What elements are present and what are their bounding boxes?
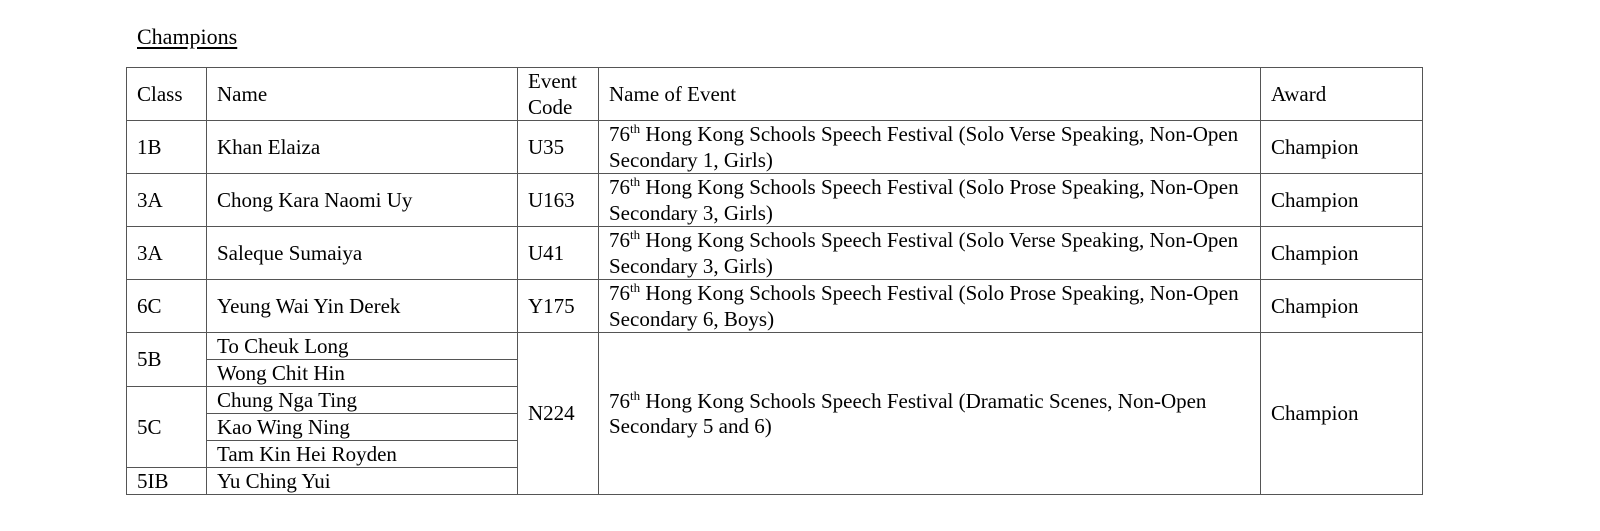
member-name-cell: Tam Kin Hei Royden — [207, 441, 518, 468]
class-cell: 5IB — [127, 468, 207, 495]
table-row — [127, 121, 1423, 174]
award-cell: Champion — [1261, 227, 1423, 280]
event-number: 76 — [609, 175, 630, 199]
event-ordinal-suffix: th — [630, 227, 641, 242]
member-name-cell: To Cheuk Long — [207, 333, 518, 360]
award-cell: Champion — [1261, 333, 1423, 495]
event-name-cell — [599, 280, 1261, 333]
event-name-cell — [599, 174, 1261, 227]
award-cell: Champion — [1261, 174, 1423, 227]
event-code-cell: N224 — [518, 333, 599, 495]
event-ordinal-suffix: th — [630, 280, 641, 295]
event-name-cell — [599, 121, 1261, 174]
name-cell: Khan Elaiza — [207, 121, 518, 174]
name-cell: Saleque Sumaiya — [207, 227, 518, 280]
event-number: 76 — [609, 228, 630, 252]
event-code-cell: U163 — [518, 174, 599, 227]
award-cell: Champion — [1261, 280, 1423, 333]
member-name-cell: Wong Chit Hin — [207, 360, 518, 387]
event-description: Hong Kong Schools Speech Festival (Solo Prose Speaking, Non-Open Secondary 6, Boys) — [609, 281, 1239, 331]
table-row — [127, 227, 1423, 280]
member-name-cell: Chung Nga Ting — [207, 387, 518, 414]
header-event-name: Name of Event — [599, 68, 1261, 121]
header-award: Award — [1261, 68, 1423, 121]
event-code-cell: Y175 — [518, 280, 599, 333]
event-description: Hong Kong Schools Speech Festival (Solo Verse Speaking, Non-Open Secondary 1, Girls) — [609, 122, 1239, 172]
class-cell: 3A — [127, 227, 207, 280]
event-number: 76 — [609, 281, 630, 305]
event-description: Hong Kong Schools Speech Festival (Solo Prose Speaking, Non-Open Secondary 3, Girls) — [609, 175, 1239, 225]
name-cell: Yeung Wai Yin Derek — [207, 280, 518, 333]
award-cell: Champion — [1261, 121, 1423, 174]
event-ordinal-suffix: th — [630, 121, 641, 136]
table-row — [127, 280, 1423, 333]
event-ordinal-suffix: th — [630, 387, 641, 403]
group-row — [127, 333, 1423, 360]
member-name-cell: Yu Ching Yui — [207, 468, 518, 495]
header-name: Name — [207, 68, 518, 121]
header-event-code: Event Code — [518, 68, 599, 121]
event-number: 76 — [609, 122, 630, 146]
name-cell: Chong Kara Naomi Uy — [207, 174, 518, 227]
event-code-cell: U35 — [518, 121, 599, 174]
class-cell: 1B — [127, 121, 207, 174]
champions-table — [126, 67, 1423, 495]
event-name-cell — [599, 227, 1261, 280]
event-name-cell — [599, 333, 1261, 495]
event-description: Hong Kong Schools Speech Festival (Solo Verse Speaking, Non-Open Secondary 3, Girls) — [609, 228, 1239, 278]
class-cell: 5B — [127, 333, 207, 387]
table-header-row — [127, 68, 1423, 121]
table-row — [127, 174, 1423, 227]
event-description: Hong Kong Schools Speech Festival (Dramatic Scenes, Non-Open Secondary 5 and 6) — [609, 388, 1207, 438]
event-code-cell: U41 — [518, 227, 599, 280]
member-name-cell: Kao Wing Ning — [207, 414, 518, 441]
class-cell: 6C — [127, 280, 207, 333]
header-class: Class — [127, 68, 207, 121]
page-title: Champions — [137, 24, 238, 49]
event-number: 76 — [609, 388, 630, 413]
class-cell: 5C — [127, 387, 207, 468]
class-cell: 3A — [127, 174, 207, 227]
event-ordinal-suffix: th — [630, 174, 641, 189]
